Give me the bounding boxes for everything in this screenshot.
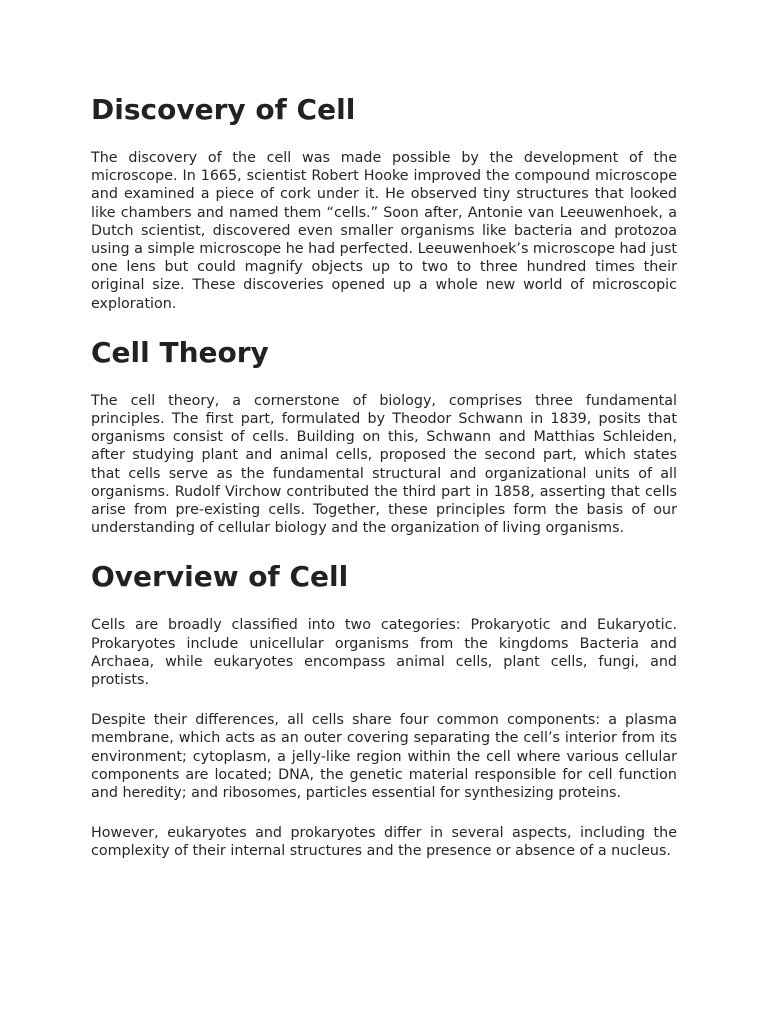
section-cell-theory (91, 336, 677, 538)
section-paragraph: The discovery of the cell was made possible by the development of the microscope. In 1665, scientist Robert Hooke improved the compound microscope and examined a piece of cork under it. He observed tiny structures that looked like chambers and named them “cells.” Soon after, Antonie van Leeuwenhoek, a Dutch scientist, discovered even smaller organisms like bacteria and protozoa using a simple microscope he had perfected. Leeuwenhoek’s microscope had just one lens but could magnify objects up to two to three hundred times their original size. These discoveries opened up a whole new world of microscopic exploration. (91, 150, 678, 312)
section-heading: Discovery of Cell (91, 93, 356, 126)
section-paragraph: Despite their differences, all cells share four common components: a plasma membrane, which acts as an outer covering separating the cell’s interior from its environment; cytoplasm, a jelly-like region within the cell where various cellular components are located; DNA, the genetic material responsible for cell function and heredity; and ribosomes, particles essential for synthesizing proteins. (91, 712, 677, 802)
section-discovery-of-cell (91, 93, 677, 313)
section-overview-of-cell (91, 560, 677, 860)
section-paragraph: Cells are broadly classified into two categories: Prokaryotic and Eukaryotic. Prokaryotes include unicellular organisms from the kingdoms Bacteria and Archaea, while eukaryotes encompass animal cells, plant cells, fungi, and protists. (91, 617, 677, 689)
section-paragraph: The cell theory, a cornerstone of biology, comprises three fundamental principles. The first part, formulated by Theodor Schwann in 1839, posits that organisms consist of cells. Building on this, Schwann and Matthias Schleiden, after studying plant and animal cells, proposed the second part, which states that cells serve as the fundamental structural and organizational units of all organisms. Rudolf Virchow contributed the third part in 1858, asserting that cells arise from pre-existing cells. Together, these principles form the basis of our understanding of cellular biology and the organization of living organisms. (91, 392, 677, 537)
section-heading: Overview of Cell (91, 560, 349, 594)
section-heading: Cell Theory (91, 335, 269, 369)
section-paragraph: However, eukaryotes and prokaryotes differ in several aspects, including the complexity of their internal structures and the presence or absence of a nucleus. (91, 825, 677, 860)
